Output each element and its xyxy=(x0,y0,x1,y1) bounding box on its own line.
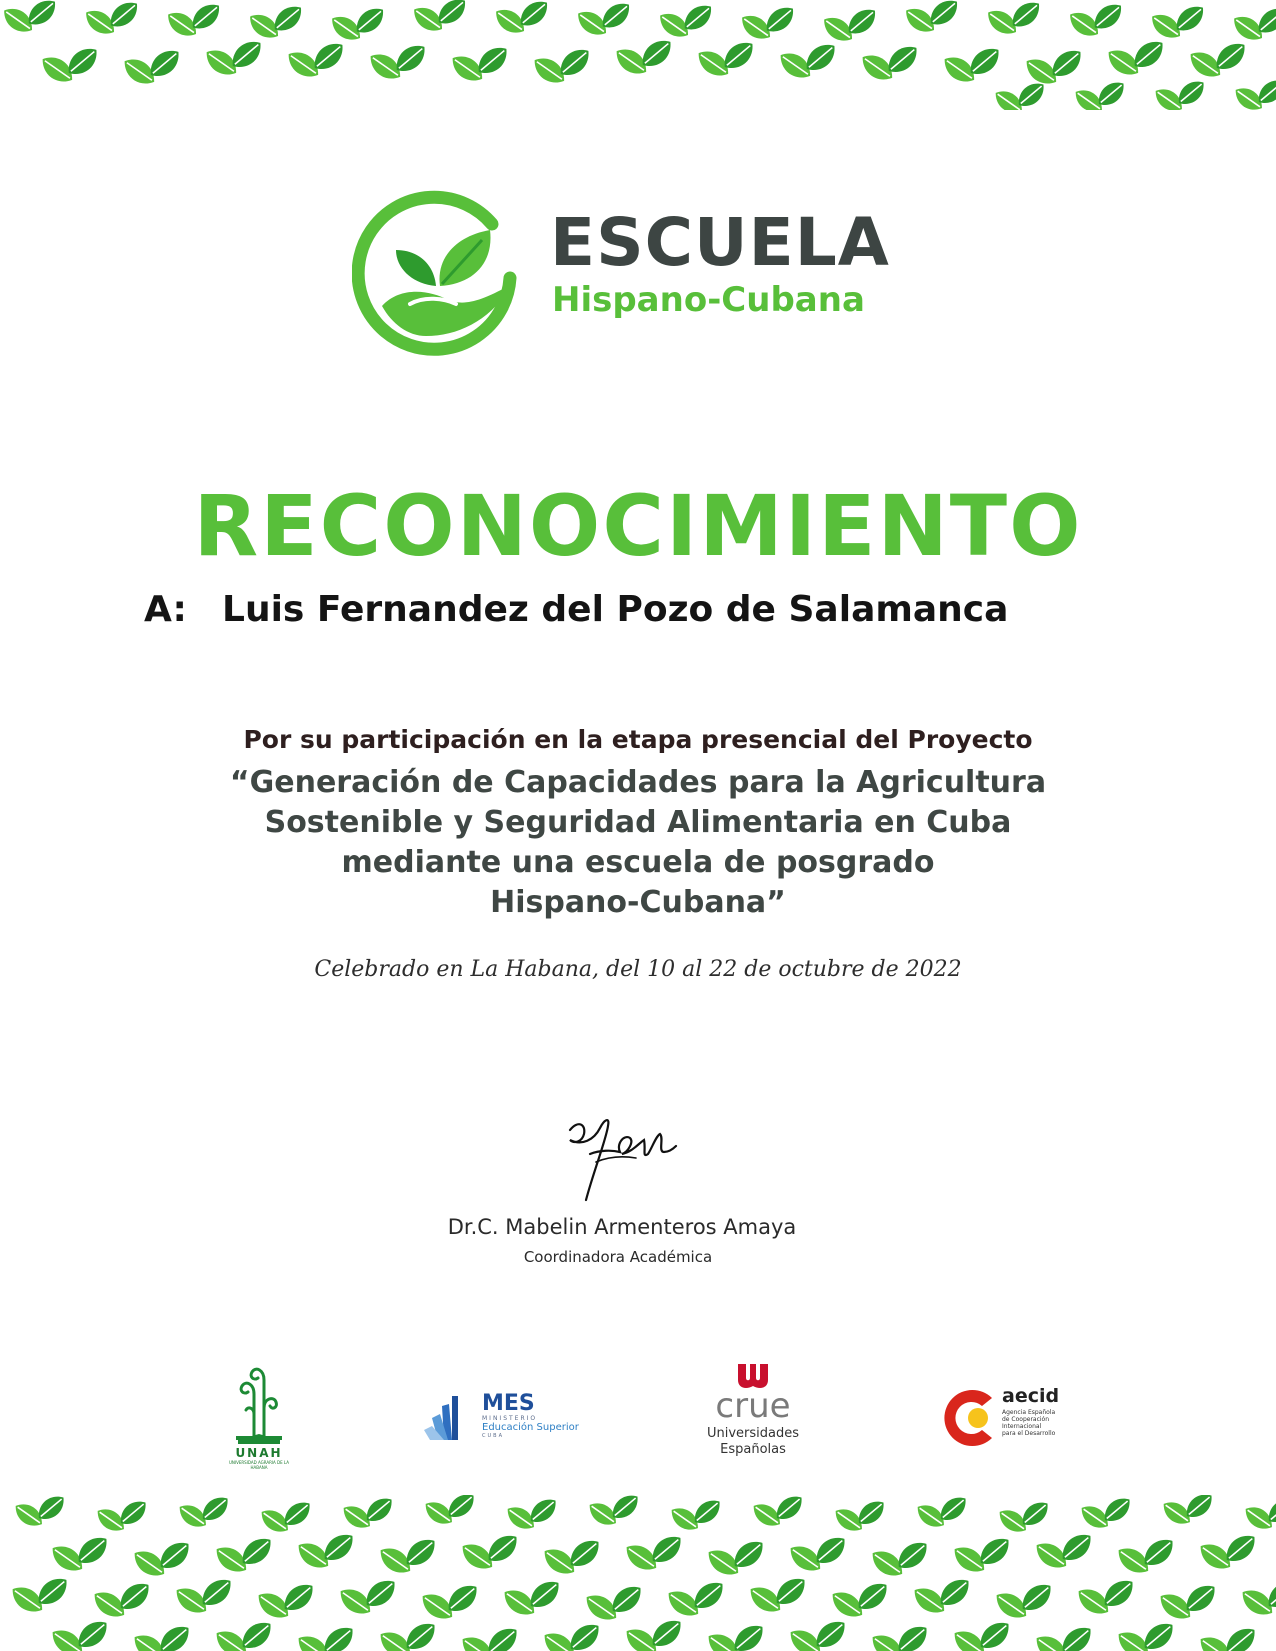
leaf-pattern-top xyxy=(0,0,1276,110)
project-title-line: Sostenible y Seguridad Alimentaria en Cuba xyxy=(264,805,1012,840)
aecid-logo xyxy=(938,1384,1070,1456)
mes-logo xyxy=(422,1392,582,1444)
recipient-line xyxy=(144,588,1008,632)
unah-label: UNAH xyxy=(235,1446,283,1460)
crue-logo xyxy=(700,1364,806,1472)
crue-wordmark: crue xyxy=(715,1386,791,1426)
recipient-name: Luis Fernandez del Pozo de Salamanca xyxy=(222,589,1009,630)
logo-title: ESCUELA xyxy=(550,204,890,281)
crue-line-1: Universidades xyxy=(706,1426,800,1441)
mes-line-2: Educación Superior xyxy=(482,1422,579,1433)
project-title-line: mediante una escuela de posgrado xyxy=(341,845,935,880)
top-leaf-border xyxy=(0,0,1276,110)
leaf-hand-emblem-icon xyxy=(352,188,522,358)
aecid-line-2: de Cooperación xyxy=(1002,1416,1050,1423)
aecid-wordmark: aecid xyxy=(1002,1385,1060,1407)
aecid-emblem-icon xyxy=(938,1384,998,1452)
unah-logo xyxy=(224,1364,294,1472)
handwritten-signature xyxy=(560,1110,680,1206)
mes-title: MES xyxy=(482,1391,535,1416)
mes-line-3: CUBA xyxy=(482,1433,505,1439)
school-logo xyxy=(352,188,890,358)
signer-name: Dr.C. Mabelin Armenteros Amaya xyxy=(447,1215,797,1239)
aecid-line-3: Internacional xyxy=(1002,1423,1042,1430)
aecid-line-1: Agencia Española xyxy=(1002,1409,1056,1416)
bottom-leaf-border xyxy=(0,1495,1276,1651)
participation-intro: Por su participación en la etapa presencial del Proyecto xyxy=(243,725,1033,754)
unah-plant-icon xyxy=(224,1364,294,1446)
crue-line-2: Españolas xyxy=(720,1442,786,1457)
leaf-pattern-bottom xyxy=(0,1495,1276,1651)
certificate-heading: RECONOCIMIENTO xyxy=(193,477,1083,575)
recipient-prefix: A: xyxy=(144,589,187,630)
aecid-line-4: para el Desarrollo xyxy=(1002,1430,1056,1437)
aecid-subtitle xyxy=(1002,1409,1064,1437)
event-dates: Celebrado en La Habana, del 10 al 22 de octubre de 2022 xyxy=(314,957,962,982)
logo-subtitle: Hispano-Cubana xyxy=(552,280,865,320)
signer-role: Coordinadora Académica xyxy=(523,1248,713,1266)
project-title-line: “Generación de Capacidades para la Agricultura xyxy=(229,765,1047,800)
project-title-line: Hispano-Cubana” xyxy=(490,885,786,920)
mes-line-1: MINISTERIO xyxy=(482,1415,538,1422)
crue-subtitle xyxy=(700,1426,806,1458)
unah-subtitle: UNIVERSIDAD AGRARIA DE LA HABANA xyxy=(229,1460,289,1470)
mes-emblem-icon xyxy=(422,1392,482,1444)
project-title xyxy=(188,763,1088,923)
